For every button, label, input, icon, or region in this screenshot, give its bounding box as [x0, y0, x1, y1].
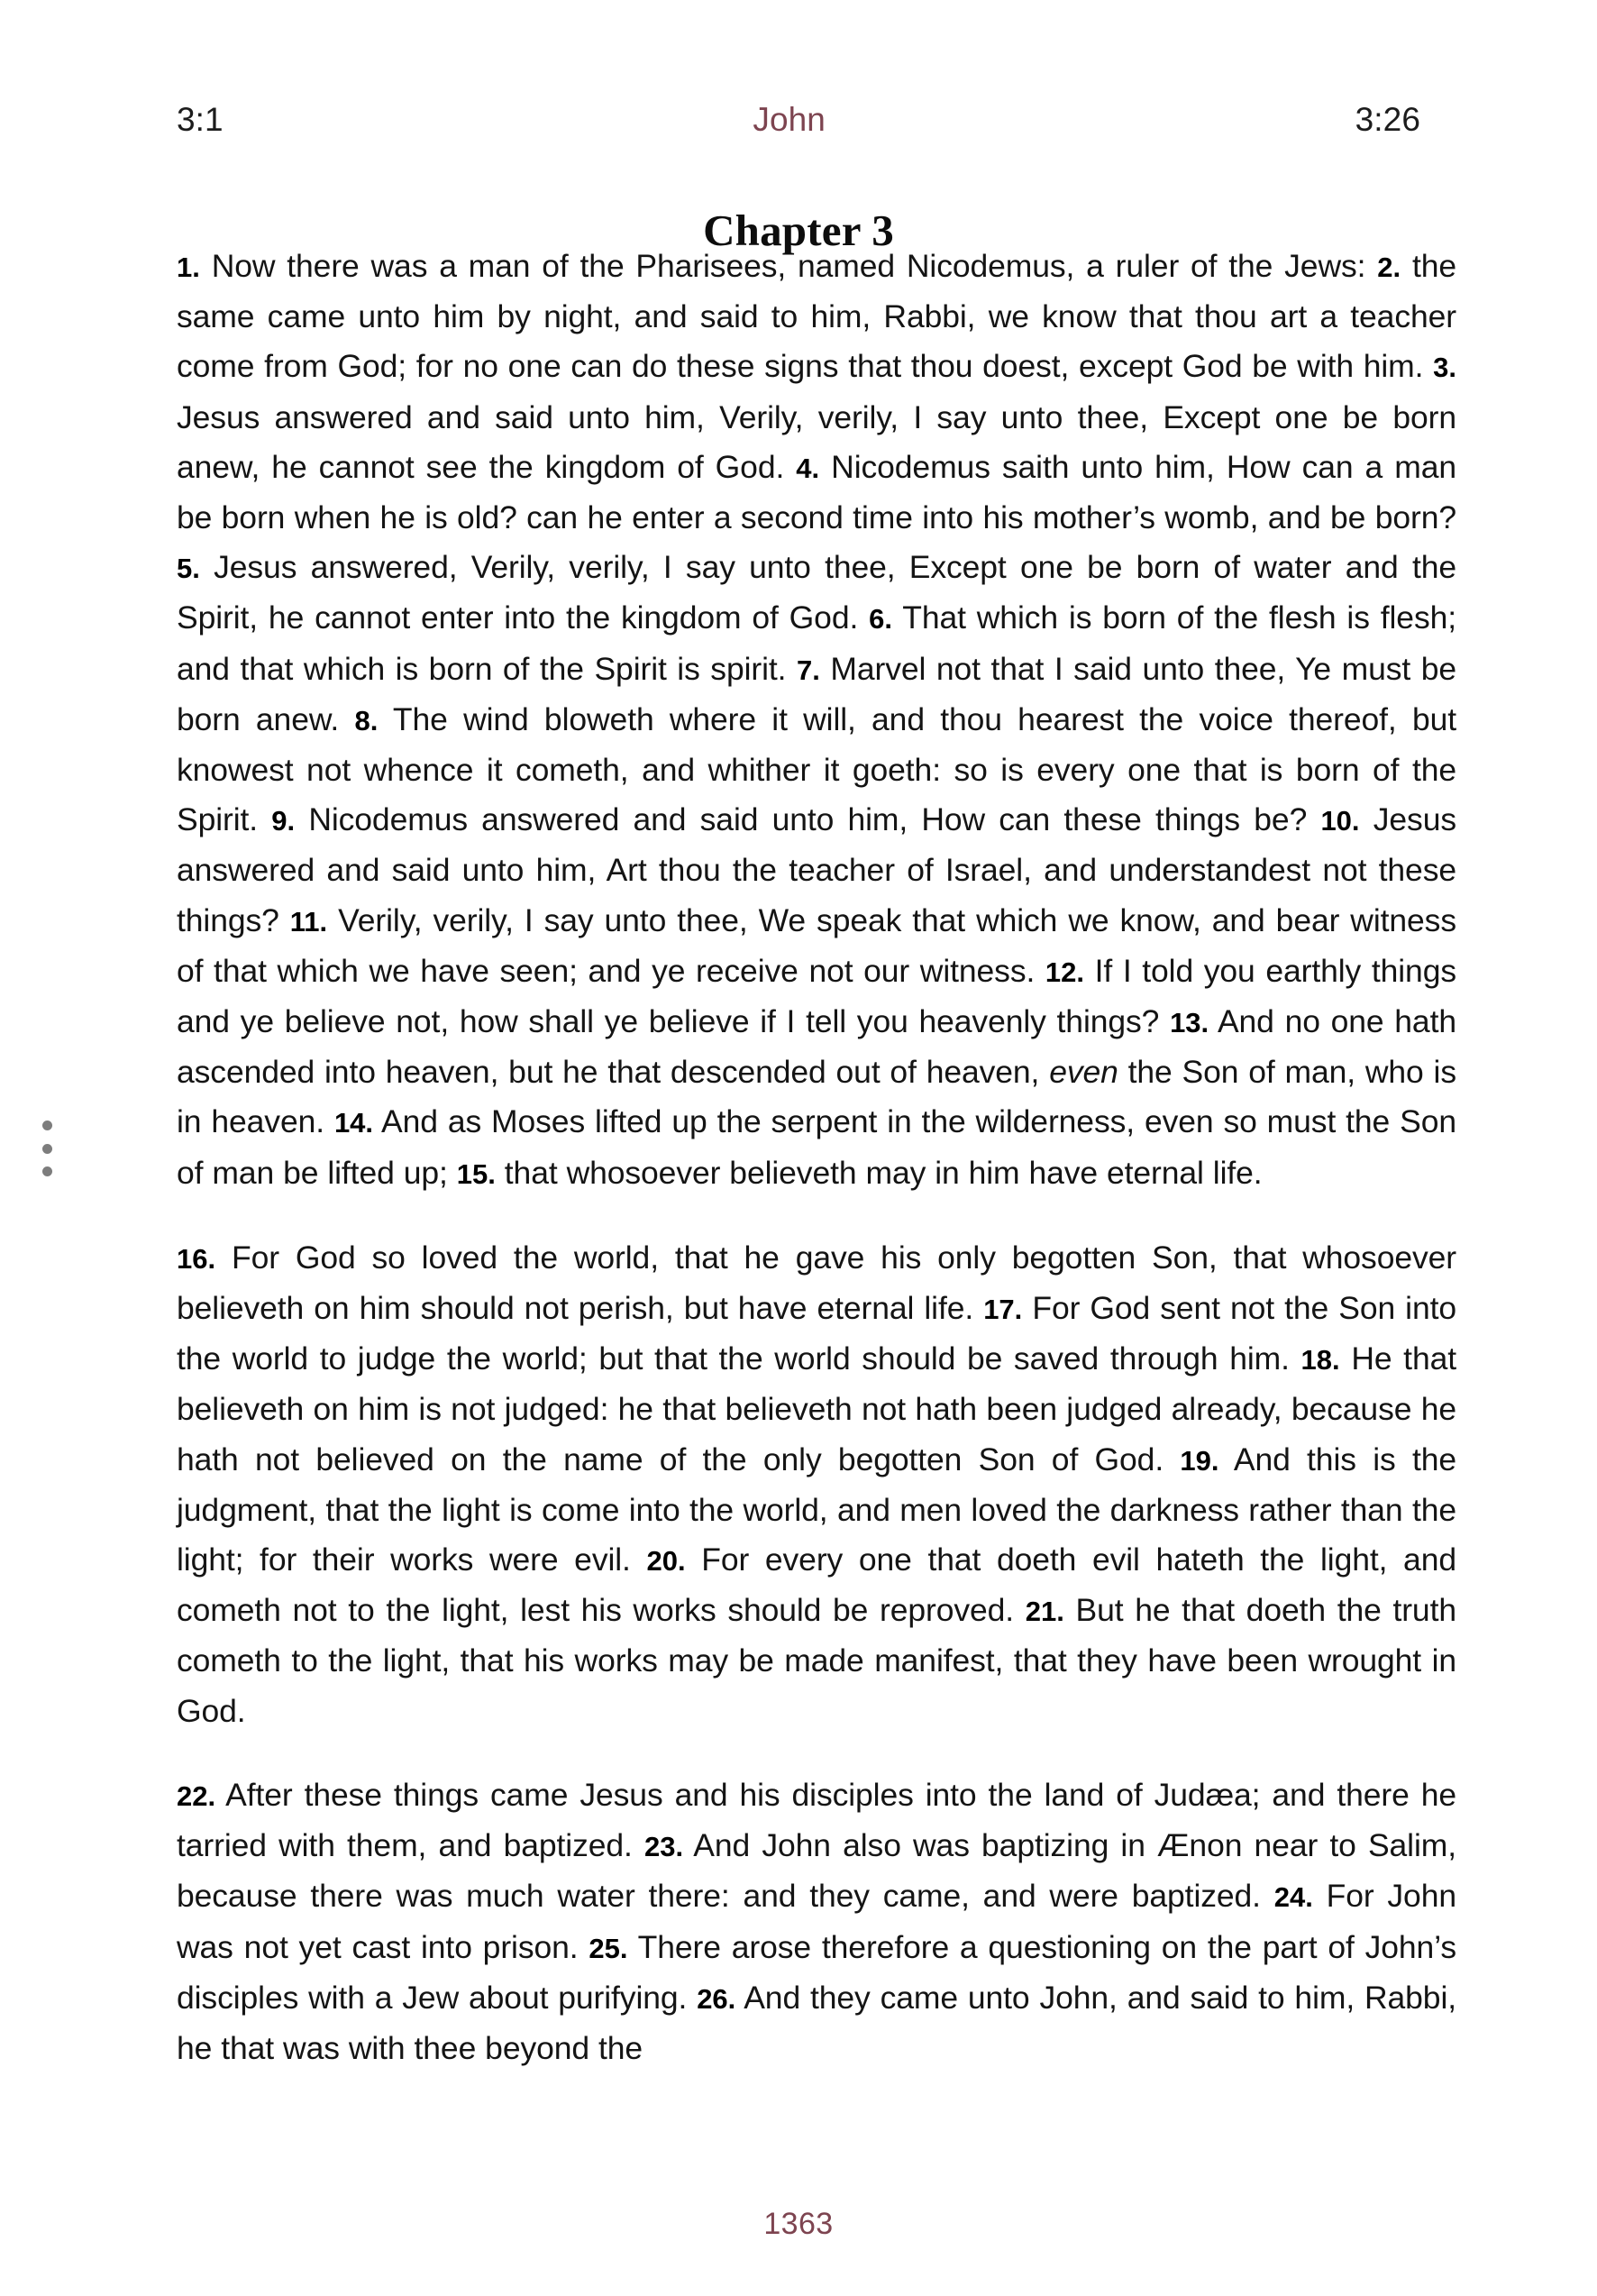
- chapter-heading: Chapter 3: [703, 205, 894, 255]
- verse-text: If I told you earthly things and ye believe not, how shall ye believe if I tell you heavenly things?: [177, 952, 1456, 1040]
- verse-text: Jesus answered, Verily, verily, I say unto thee, Except one be born of water and the Spirit, he cannot enter into the kingdom of God.: [177, 549, 1456, 636]
- verse-number[interactable]: 3.: [1433, 352, 1456, 384]
- kebab-dot: [42, 1166, 52, 1176]
- verse-text: that whosoever believeth may in him have eternal life.: [495, 1154, 1263, 1191]
- verse-number[interactable]: 12.: [1045, 956, 1085, 988]
- verse-text: There arose therefore a questioning on the part of John’s disciples with a Jew about purifying.: [177, 1928, 1456, 2016]
- header-end-reference: 3:26: [1355, 100, 1420, 138]
- verse-text: That which is born of the flesh is flesh; and that which is born of the Spirit is spirit.: [177, 599, 1457, 687]
- verse-text: After these things came Jesus and his disciples into the land of Judæa; and there he tarried with them, and baptized.: [177, 1776, 1456, 1864]
- verse-number[interactable]: 8.: [354, 704, 379, 736]
- verse-text: And John also was baptizing in Ænon near to Salim, because there was much water there: and they came, and were baptized.: [177, 1827, 1456, 1915]
- verse-text: The wind bloweth where it will, and thou hearest the voice thereof, but knowest not whence it cometh, and whither it goeth: so is every one that is born of the Spirit.: [177, 700, 1456, 838]
- verse-text: the Son of man, who is in heaven.: [177, 1054, 1456, 1140]
- verse-number[interactable]: 18.: [1300, 1344, 1340, 1377]
- verse-number[interactable]: 21.: [1025, 1596, 1064, 1628]
- verse-text: Nicodemus saith unto him, How can a man be born when he is old? can he enter a second time into his mother’s womb, and be born?: [177, 448, 1456, 536]
- verse-number[interactable]: 7.: [796, 654, 820, 686]
- scripture-text-body: [177, 242, 1456, 2073]
- verse-number[interactable]: 17.: [983, 1294, 1023, 1326]
- verse-text: Jesus answered and said unto him, Art thou the teacher of Israel, and understandest not these things?: [177, 801, 1456, 938]
- verse-number[interactable]: 9.: [271, 805, 296, 837]
- verse-number[interactable]: 10.: [1320, 805, 1360, 837]
- kebab-dot: [42, 1121, 52, 1130]
- verse-number[interactable]: 6.: [869, 603, 892, 636]
- verse-text: And they came unto John, and said to him, Rabbi, he that was with thee beyond the: [177, 1979, 1456, 2066]
- verse-number[interactable]: 11.: [289, 905, 328, 938]
- verse-text: Marvel not that I said unto thee, Ye must be born anew.: [177, 650, 1456, 737]
- verse-number[interactable]: 25.: [589, 1932, 628, 1964]
- verse-number[interactable]: 14.: [333, 1107, 374, 1139]
- verse-paragraph: [177, 1233, 1456, 1736]
- verse-number[interactable]: 5.: [177, 553, 200, 585]
- verse-number[interactable]: 13.: [1170, 1007, 1209, 1039]
- verse-number[interactable]: 19.: [1180, 1444, 1219, 1477]
- verse-number[interactable]: 22.: [177, 1779, 216, 1812]
- header-book-title: John: [753, 100, 826, 138]
- verse-number[interactable]: 16.: [177, 1242, 216, 1275]
- verse-number[interactable]: 23.: [643, 1831, 684, 1863]
- verse-text: Nicodemus answered and said unto him, How can these things be?: [295, 801, 1321, 838]
- verse-text: And this is the judgment, that the light is come into the world, and men loved the darkness rather than the light; for their works were evil.: [177, 1441, 1457, 1578]
- verse-text: For John was not yet cast into prison.: [177, 1878, 1456, 1965]
- kebab-menu-icon[interactable]: [38, 1121, 56, 1176]
- kebab-dot: [42, 1144, 52, 1154]
- verse-paragraph: [177, 242, 1456, 1199]
- verse-text: And no one hath ascended into heaven, but he that descended out of heaven,: [177, 1003, 1456, 1091]
- verse-number[interactable]: 1.: [177, 252, 200, 283]
- emphasized-word: even: [1049, 1054, 1118, 1091]
- verse-text: And as Moses lifted up the serpent in the wilderness, even so must the Son of man be lifted up;: [177, 1103, 1456, 1191]
- verse-text: Now there was a man of the Pharisees, named Nicodemus, a ruler of the Jews:: [199, 248, 1378, 284]
- header-start-reference: 3:1: [177, 100, 224, 138]
- verse-number[interactable]: 24.: [1273, 1881, 1313, 1914]
- verse-number[interactable]: 20.: [646, 1545, 686, 1578]
- verse-paragraph: [177, 1770, 1456, 2073]
- verse-text: But he that doeth the truth cometh to the light, that his works may be made manifest, that they have been wrought in God.: [177, 1592, 1456, 1729]
- verse-text: For God sent not the Son into the world to judge the world; but that the world should be saved through him.: [177, 1290, 1457, 1377]
- verse-text: For every one that doeth evil hateth the light, and cometh not to the light, lest his works should be reproved.: [177, 1541, 1456, 1629]
- verse-text: the same came unto him by night, and said to him, Rabbi, we know that thou art a teacher come from God; for no one can do these signs that thou doest, except God be with him.: [177, 248, 1457, 385]
- verse-number[interactable]: 2.: [1377, 252, 1401, 283]
- verse-text: Verily, verily, I say unto thee, We speak that which we know, and bear witness of that which we have seen; and ye receive not our witness.: [177, 901, 1456, 989]
- verse-text: Jesus answered and said unto him, Verily, verily, I say unto thee, Except one be born anew, he cannot see the kingdom of God.: [177, 398, 1456, 485]
- running-header: [177, 97, 1420, 141]
- verse-number[interactable]: 26.: [697, 1982, 736, 2015]
- verse-text: For God so loved the world, that he gave his only begotten Son, that whosoever believeth on him should not perish, but have eternal life.: [177, 1239, 1456, 1327]
- verse-text: He that believeth on him is not judged: he that believeth not hath been judged already, because he hath not believed on the name of the only begotten Son of God.: [177, 1340, 1456, 1477]
- page-number: 1363: [763, 2207, 834, 2241]
- verse-number[interactable]: 15.: [456, 1157, 496, 1190]
- verse-number[interactable]: 4.: [796, 452, 820, 484]
